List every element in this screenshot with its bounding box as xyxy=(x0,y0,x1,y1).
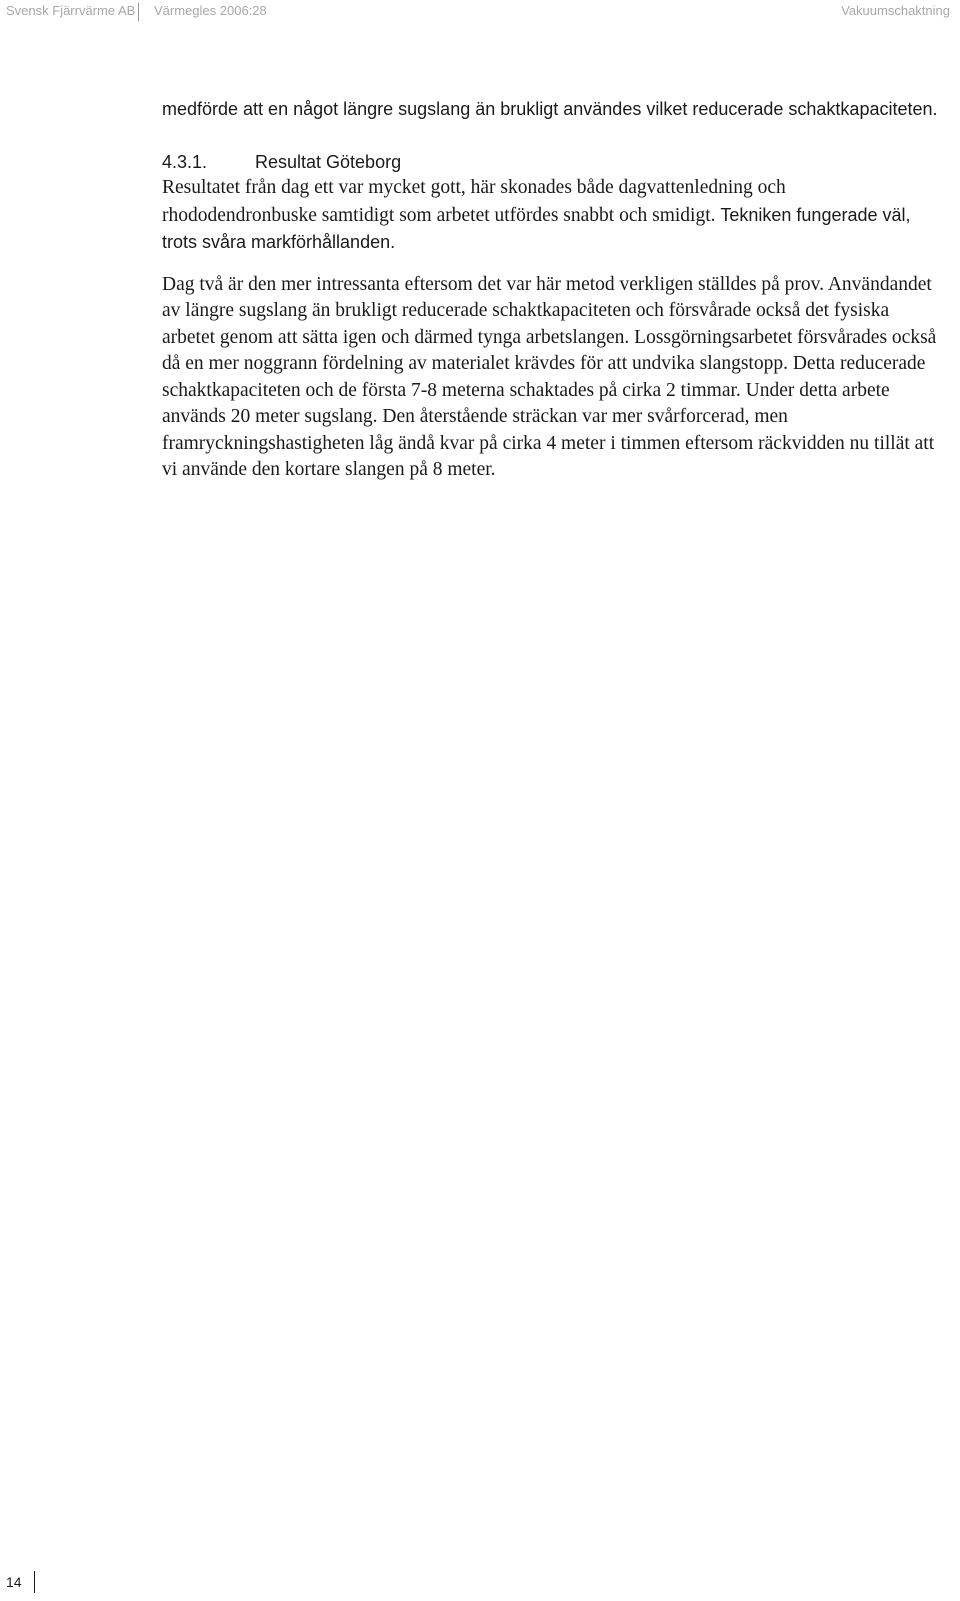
header-company: Svensk Fjärrvärme AB xyxy=(6,3,136,18)
section-heading xyxy=(162,149,942,176)
intro-paragraph: medförde att en något längre sugslang än brukligt användes vilket reducerade schaktkapaciteten. xyxy=(162,99,938,119)
result-paragraph-1-sans: Tekniken fungerade väl, trots svåra markförhållanden. xyxy=(162,204,911,252)
page-header xyxy=(6,3,950,23)
header-series: Värmegles 2006:28 xyxy=(154,3,267,18)
result-paragraph-1-serif: Resultatet från dag ett var mycket gott, här skonades både dagvattenledning och rhododendronbuske samtidigt som arbetet utfördes snabbt och smidigt. xyxy=(162,177,786,226)
footer-separator xyxy=(34,1571,35,1593)
page-number: 14 xyxy=(6,1574,22,1590)
header-document-title: Vakuumschaktning xyxy=(841,3,950,18)
result-paragraph-2: Dag två är den mer intressanta eftersom det var här metod verkligen ställdes på prov. Användandet av längre sugslang än brukligt reducerade schaktkapaciteten och försvårade också det fysiska arbetet genom att sätta igen och därmed tynga arbetslangen. Lossgörningsarbetet försvårades också då en mer noggrann fördelning av materialet krävdes för att undvika slangstopp. Detta reducerade schaktkapaciteten och de första 7-8 meterna schaktades på cirka 2 timmar. Under detta arbete används 20 meter sugslang. Den återstående sträckan var mer svårforcerad, men framryckningshastigheten låg ändå kvar på cirka 4 meter i timmen eftersom räckvidden nu tillät att vi använde den kortare slangen på 8 meter. xyxy=(162,273,937,480)
result-paragraph-1 xyxy=(162,175,942,256)
header-separator xyxy=(138,3,139,21)
page-content xyxy=(162,96,942,484)
section-title: Resultat Göteborg xyxy=(255,151,402,172)
section-number: 4.3.1. xyxy=(162,151,208,172)
